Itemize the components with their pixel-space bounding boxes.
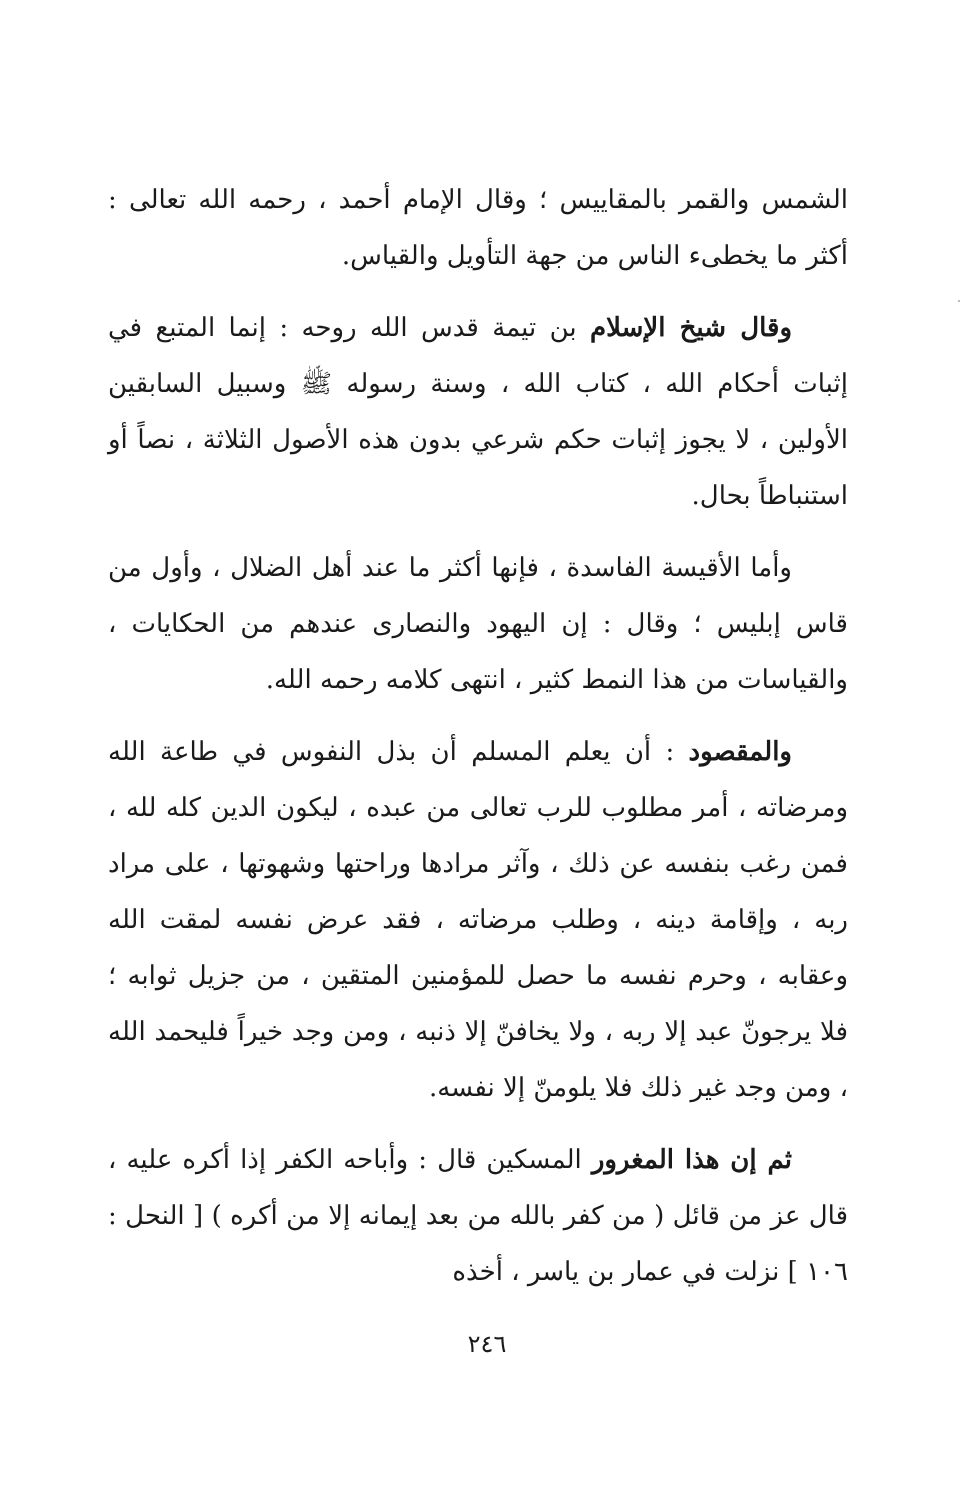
page-number: ٢٤٦ <box>467 1330 507 1358</box>
paragraph-3 <box>108 540 848 708</box>
paragraph-2-text: بن تيمة قدس الله روحه : إنما المتبع في إثبات أحكام الله ، كتاب الله ، وسنة رسوله ﷺ وسبيل السابقين الأولين ، لا يجوز إثبات حكم شرعي بدون هذه الأصول الثلاثة ، نصاً أو استنباطاً بحال. <box>108 313 849 511</box>
margin-dot <box>958 300 960 302</box>
body-text <box>108 172 848 1316</box>
paragraph-4-text: : أن يعلم المسلم أن بذل النفوس في طاعة الله ومرضاته ، أمر مطلوب للرب تعالى من عبده ، ليكون الدين كله لله ، فمن رغب بنفسه عن ذلك ، وآثر مرادها وراحتها وشهوتها ، على مراد ربه ، وإقامة دينه ، وطلب مرضاته ، فقد عرض نفسه لمقت الله وعقابه ، وحرم نفسه ما حصل للمؤمنين المتقين ، من جزيل ثوابه ؛ فلا يرجونّ عبد إلا ربه ، ولا يخافنّ إلا ذنبه ، ومن وجد خيراً فليحمد الله ، ومن وجد غير ذلك فلا يلومنّ إلا نفسه. <box>108 737 848 1103</box>
paragraph-5-text: المسكين قال : وأباحه الكفر إذا أكره عليه ، قال عز من قائل ( من كفر بالله من بعد إيمانه إلا من أكره ) [ النحل : ١٠٦ ] نزلت في عمار بن ياسر ، أخذه <box>108 1145 848 1287</box>
paragraph-2-lead: وقال شيخ الإسلام <box>590 313 793 343</box>
paragraph-2 <box>108 300 848 524</box>
paragraph-4-lead: والمقصود <box>688 737 792 767</box>
paragraph-5 <box>108 1132 848 1300</box>
paragraph-3-text: وأما الأقيسة الفاسدة ، فإنها أكثر ما عند أهل الضلال ، وأول من قاس إبليس ؛ وقال : إن اليهود والنصارى عندهم من الحكايات ، والقياسات من هذا النمط كثير ، انتهى كلامه رحمه الله. <box>108 553 848 695</box>
paragraph-4 <box>108 724 848 1116</box>
paragraph-1-text: الشمس والقمر بالمقاييس ؛ وقال الإمام أحمد ، رحمه الله تعالى : أكثر ما يخطىء الناس من جهة التأويل والقياس. <box>108 185 848 271</box>
paragraph-1 <box>108 172 848 284</box>
paragraph-5-lead: ثم إن هذا المغرور <box>591 1145 792 1175</box>
